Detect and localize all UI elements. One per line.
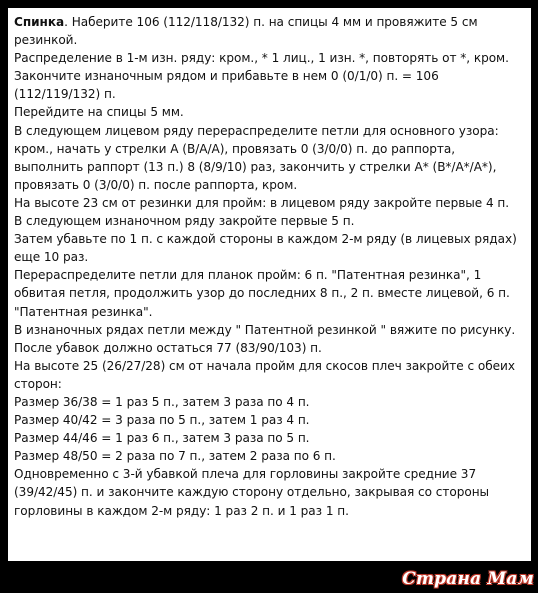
paragraph: Затем убавьте по 1 п. с каждой стороны в каждом 2-м ряду (в лицевых рядах) еще 10 раз. [14, 232, 517, 265]
section-heading: Спинка [14, 15, 65, 29]
paragraph: Распределение в 1-м изн. ряду: кром., * 1 лиц., 1 изн. *, повторять от *, кром. [14, 51, 509, 66]
paragraph: На высоте 23 см от резинки для пройм: в лицевом ряду закройте первые 4 п. [14, 195, 510, 210]
paragraph: На высоте 25 (26/27/28) см от начала пройм для скосов плеч закройте с обеих сторон: [14, 358, 515, 391]
size-line: Размер 36/38 = 1 раз 5 п., затем 3 раза по 4 п. [14, 394, 310, 409]
paragraph: В следующем изнаночном ряду закройте первые 5 п. [14, 214, 355, 229]
paragraph: После убавок должно остаться 77 (83/90/103) п. [14, 340, 322, 355]
paragraph: Перейдите на спицы 5 мм. [14, 105, 184, 120]
paragraph: Закончите изнаночным рядом и прибавьте в нем 0 (0/1/0) п. = 106 (112/119/132) п. [14, 69, 439, 102]
paragraph-back-intro [14, 13, 526, 49]
pattern-text [14, 13, 526, 520]
intro-text: . Наберите 106 (112/118/132) п. на спицы 4 мм и провяжите 5 см резинкой. [14, 15, 478, 48]
site-watermark-logo: Страна Мам [402, 569, 534, 589]
size-line: Размер 44/46 = 1 раз 6 п., затем 3 раза по 5 п. [14, 431, 310, 446]
paragraph: Перераспределите петли для планок пройм: 6 п. "Патентная резинка", 1 обвитая петля, продолжить узор до последних 8 п., 2 п. вместе лицевой, 6 п. "Патентная резинка". [14, 268, 510, 319]
size-line: Размер 48/50 = 2 раза по 7 п., затем 2 раза по 6 п. [14, 449, 336, 464]
paragraph: В изнаночных рядах петли между " Патентной резинкой " вяжите по рисунку. [14, 322, 516, 337]
paragraph: В следующем лицевом ряду перераспределите петли для основного узора: кром., начать у стрелки А (В/А/А), провязать 0 (3/0/0) п. до раппорта, выполнить раппорт (13 п.) 8 (8/9/10) раз, закончить у стрелки А* (В*/А*/А*), провязать 0 (3/0/0) п. после раппорта, кром. [14, 123, 499, 192]
paragraph: Одновременно с 3-й убавкой плеча для горловины закройте средние 37 (39/42/45) п. и закончите каждую сторону отдельно, закрывая со стороны горловины в каждом 2-м ряду: 1 раз 2 п. и 1 раз 1 п. [14, 467, 490, 518]
size-line: Размер 40/42 = 3 раза по 5 п., затем 1 раз 4 п. [14, 413, 310, 428]
document-page [8, 8, 531, 561]
